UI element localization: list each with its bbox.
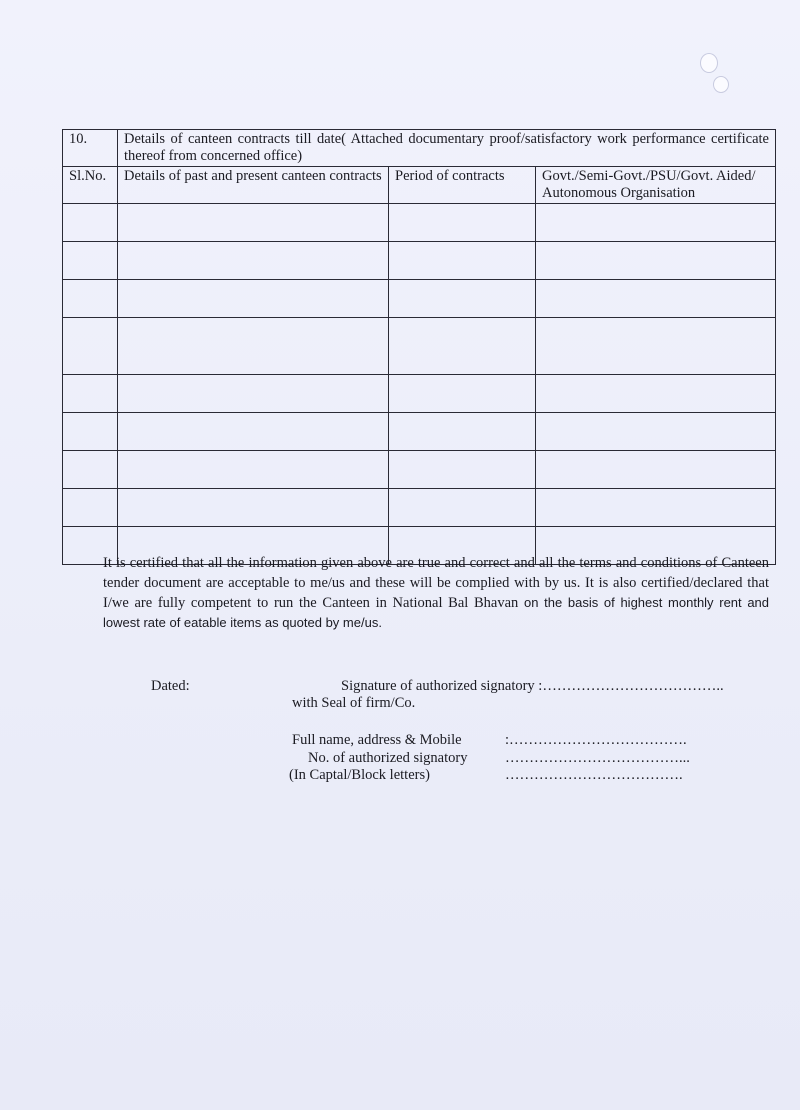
block-letters-field[interactable]: ……………………………….: [505, 767, 683, 783]
period-cell[interactable]: [389, 242, 536, 280]
details-cell[interactable]: [118, 318, 389, 375]
table-row: [63, 413, 776, 451]
seal-label: with Seal of firm/Co.: [292, 695, 416, 711]
details-cell[interactable]: [118, 489, 389, 527]
header-period: Period of contracts: [389, 167, 536, 204]
sl-no-cell[interactable]: [63, 451, 118, 489]
details-cell[interactable]: [118, 280, 389, 318]
punch-hole: [713, 76, 729, 93]
details-cell[interactable]: [118, 204, 389, 242]
table-row: [63, 318, 776, 375]
details-cell[interactable]: [118, 413, 389, 451]
details-cell[interactable]: [118, 375, 389, 413]
dated-label: Dated:: [151, 678, 190, 694]
certification-paragraph: [103, 553, 769, 633]
period-cell[interactable]: [389, 413, 536, 451]
section-number: 10.: [63, 130, 118, 167]
sl-no-cell[interactable]: [63, 413, 118, 451]
sl-no-cell[interactable]: [63, 204, 118, 242]
organisation-cell[interactable]: [536, 451, 776, 489]
header-sl-no: Sl.No.: [63, 167, 118, 204]
table-row: [63, 489, 776, 527]
certification-basis-text: on the basis of highest monthly rent and lowest rate of eatable items as quoted by me/us.: [103, 595, 770, 630]
table-row: [63, 204, 776, 242]
period-cell[interactable]: [389, 489, 536, 527]
organisation-cell[interactable]: [536, 204, 776, 242]
organisation-cell[interactable]: [536, 413, 776, 451]
table-header-row: [63, 167, 776, 204]
period-cell[interactable]: [389, 280, 536, 318]
organisation-cell[interactable]: [536, 375, 776, 413]
punch-hole: [700, 53, 718, 73]
certification-text: It is certified that all the information given above are true and correct and all the terms and conditions of Canteen tender document are acceptable to me/us and these will be complied with by us. It is also certified/declared that I/we are fully competent to run the Canteen in National Bal Bhavan: [103, 555, 769, 611]
authorized-signatory-label: No. of authorized signatory: [308, 750, 468, 766]
block-letters-label: (In Captal/Block letters): [289, 767, 430, 783]
section-title: Details of canteen contracts till date( Attached documentary proof/satisfactory work performance certificate thereof from concerned office): [118, 130, 776, 167]
details-cell[interactable]: [118, 242, 389, 280]
table-section-row: [63, 130, 776, 167]
header-organisation: Govt./Semi-Govt./PSU/Govt. Aided/ Autonomous Organisation: [536, 167, 776, 204]
sl-no-cell[interactable]: [63, 280, 118, 318]
fullname-label: Full name, address & Mobile: [292, 732, 462, 748]
fullname-field[interactable]: :……………………………….: [505, 732, 687, 748]
organisation-cell[interactable]: [536, 242, 776, 280]
sl-no-cell[interactable]: [63, 242, 118, 280]
authorized-signatory-field[interactable]: ………………………………...: [505, 750, 690, 766]
period-cell[interactable]: [389, 375, 536, 413]
table-row: [63, 451, 776, 489]
sl-no-cell[interactable]: [63, 489, 118, 527]
period-cell[interactable]: [389, 451, 536, 489]
organisation-cell[interactable]: [536, 318, 776, 375]
table-row: [63, 280, 776, 318]
signature-label[interactable]: Signature of authorized signatory :………………………………..: [341, 678, 724, 694]
table-row: [63, 375, 776, 413]
header-details: Details of past and present canteen contracts: [118, 167, 389, 204]
details-cell[interactable]: [118, 451, 389, 489]
period-cell[interactable]: [389, 204, 536, 242]
organisation-cell[interactable]: [536, 489, 776, 527]
canteen-contracts-table: [62, 129, 776, 565]
table-row: [63, 242, 776, 280]
sl-no-cell[interactable]: [63, 375, 118, 413]
period-cell[interactable]: [389, 318, 536, 375]
sl-no-cell[interactable]: [63, 318, 118, 375]
organisation-cell[interactable]: [536, 280, 776, 318]
